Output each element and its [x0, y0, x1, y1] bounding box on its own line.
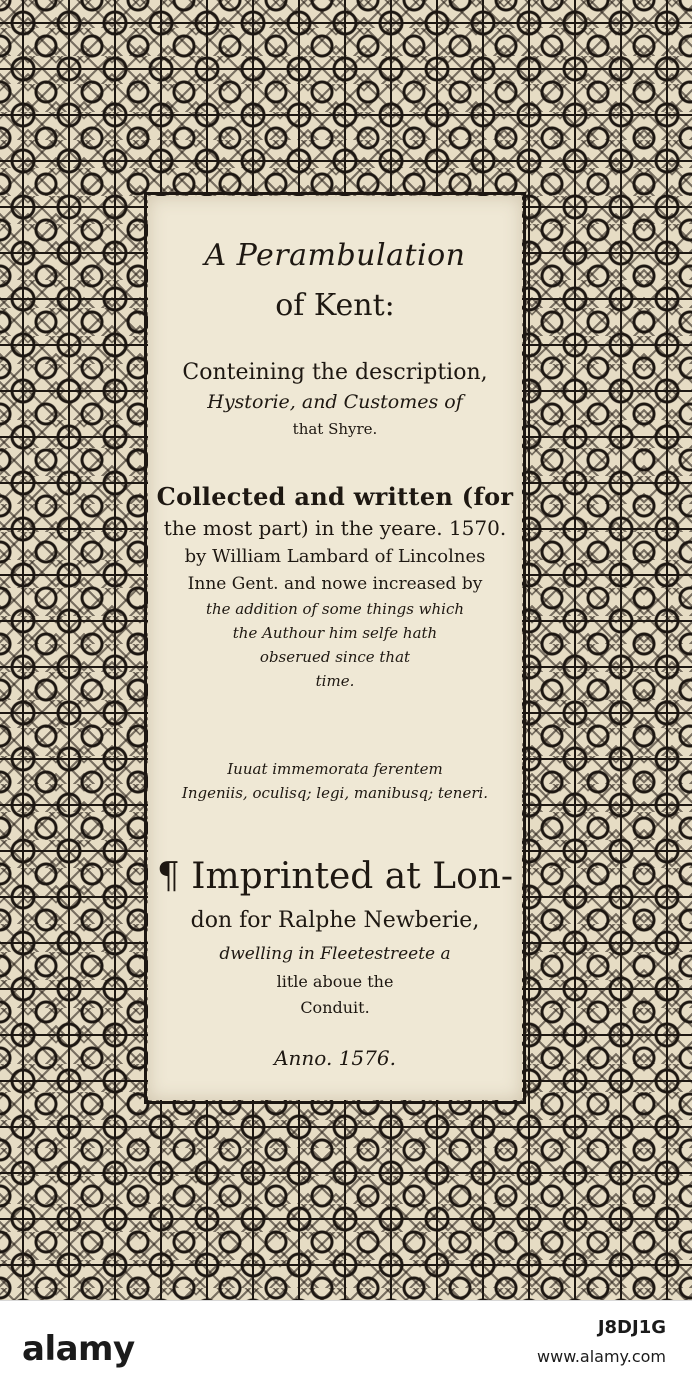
- description-line-1: Conteining the description,: [182, 360, 488, 385]
- latin-motto-line-2: Ingeniis, oculisq; legi, manibusq; teneri.: [181, 784, 489, 802]
- collected-line-1: Collected and written (for: [156, 482, 514, 511]
- collected-line-3: by William Lambard of Lincolnes: [184, 546, 486, 567]
- watermark-footer: [0, 1300, 692, 1391]
- title-line-1: A Perambulation: [204, 238, 466, 273]
- image-id: J8DJ1G: [597, 1317, 666, 1338]
- description-line-2: Hystorie, and Customes of: [207, 391, 463, 413]
- collected-line-5: the addition of some things which: [205, 600, 465, 618]
- imprint-line-1: ¶ Imprinted at Lon-: [156, 856, 514, 897]
- title-line-2: of Kent:: [275, 288, 395, 323]
- collected-line-4: Inne Gent. and nowe increased by: [187, 574, 483, 594]
- collected-line-8: time.: [315, 672, 355, 690]
- collected-line-6: the Authour him selfe hath: [232, 624, 438, 642]
- imprint-line-5: Conduit.: [300, 998, 370, 1017]
- imprint-line-2: don for Ralphe Newberie,: [190, 908, 480, 933]
- watermark-url: www.alamy.com: [537, 1347, 666, 1366]
- description-line-3: that Shyre.: [292, 420, 378, 438]
- title-panel: [148, 196, 522, 1100]
- collected-line-7: obserued since that: [259, 648, 411, 666]
- publication-year: Anno. 1576.: [274, 1046, 396, 1070]
- imprint-line-3: dwelling in Fleetestreete a: [219, 944, 451, 964]
- imprint-line-4: litle aboue the: [276, 972, 394, 991]
- alamy-logo: alamy: [22, 1329, 135, 1369]
- collected-line-2: the most part) in the yeare. 1570.: [163, 516, 507, 540]
- latin-motto-line-1: Iuuat immemorata ferentem: [227, 760, 443, 778]
